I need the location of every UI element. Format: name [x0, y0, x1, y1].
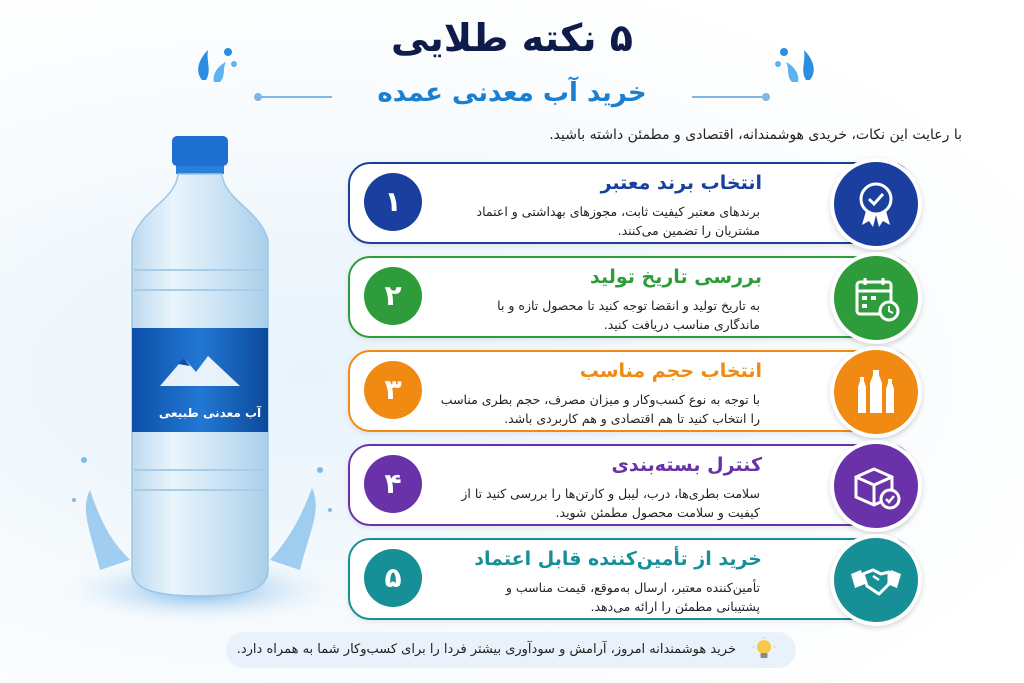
tip-description: سلامت بطری‌ها، درب، لیبل و کارتن‌ها را بررسی کنید تا از کیفیت و سلامت محصول مطمئن شوید. [461, 486, 760, 520]
tip-title: بررسی تاریخ تولید [590, 266, 762, 288]
footer-text: خرید هوشمندانه امروز، آرامش و سودآوری بیشتر فردا را برای کسب‌وکار شما به همراه دارد. [236, 642, 736, 657]
tip-number-badge: ۱ [364, 173, 422, 231]
tip-title: کنترل بسته‌بندی [611, 454, 762, 476]
tip-card-5 [348, 538, 912, 620]
tip-card-1 [348, 162, 912, 244]
package-check-icon [830, 440, 922, 532]
tip-title: انتخاب برند معتبر [600, 172, 762, 194]
tip-description: برندهای معتبر کیفیت ثابت، مجوزهای بهداشتی و اعتماد مشتریان را تضمین می‌کنند. [476, 204, 760, 238]
tip-card-3 [348, 350, 912, 432]
intro-text: با رعایت این نکات، خریدی هوشمندانه، اقتصادی و مطمئن داشته باشید. [549, 127, 962, 143]
tip-card-4 [348, 444, 912, 526]
tip-description: با توجه به نوع کسب‌وکار و میزان مصرف، حجم بطری مناسب را انتخاب کنید تا هم اقتصادی و هم کاربردی باشد. [440, 392, 760, 426]
tip-number-badge: ۲ [364, 267, 422, 325]
lightbulb-icon [750, 636, 778, 668]
tip-number-badge: ۴ [364, 455, 422, 513]
handshake-icon [830, 534, 922, 626]
page-subtitle: خرید آب معدنی عمده [377, 78, 647, 108]
water-bottle-illustration [60, 130, 340, 630]
tip-number-badge: ۳ [364, 361, 422, 419]
bottle-label-text: آب معدنی طبیعی [158, 406, 262, 420]
footer-bar [226, 632, 796, 668]
tip-card-2 [348, 256, 912, 338]
page-title: ۵ نکته طلایی [391, 16, 633, 60]
tip-title: خرید از تأمین‌کننده قابل اعتماد [474, 548, 762, 570]
certified-badge-icon [830, 158, 922, 250]
tip-title: انتخاب حجم مناسب [579, 360, 762, 382]
tip-number-badge: ۵ [364, 549, 422, 607]
calendar-clock-icon [830, 252, 922, 344]
tip-description: تأمین‌کننده معتبر، ارسال به‌موقع، قیمت مناسب و پشتیبانی مطمئن را ارائه می‌دهد. [505, 580, 760, 614]
bottles-icon [830, 346, 922, 438]
tip-description: به تاریخ تولید و انقضا توجه کنید تا محصول تازه و با ماندگاری مناسب دریافت کنید. [497, 298, 760, 332]
